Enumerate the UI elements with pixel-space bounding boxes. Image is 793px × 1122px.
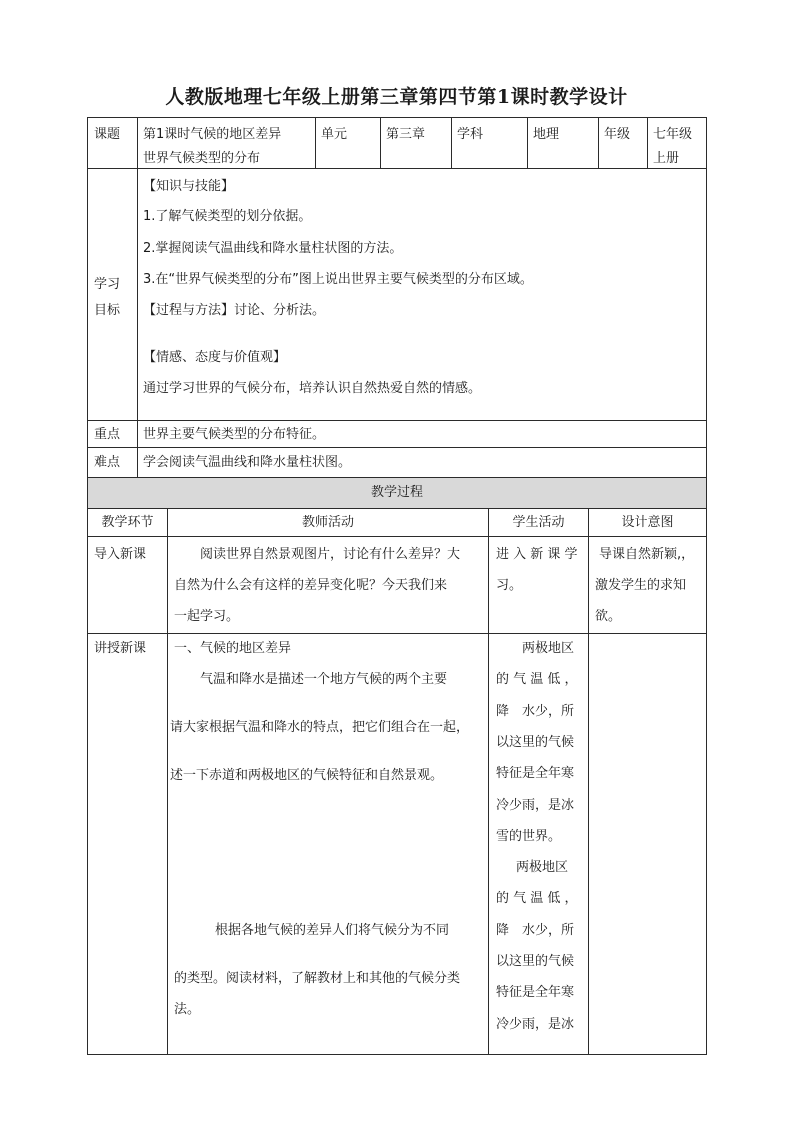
table-rule [87, 536, 707, 537]
student-b-line: 降 水少，所 [496, 923, 575, 938]
student-a-line: 两极地区 [522, 641, 575, 656]
objectives-label-line2: 目标 [94, 303, 121, 318]
intro-teacher-line3: 一起学习。 [174, 609, 240, 624]
lecture-line3: 述一下赤道和两极地区的气候特征和自然景观。 [170, 768, 444, 783]
col-teacher: 教师活动 [301, 515, 354, 530]
difficulty-label: 难点 [94, 455, 121, 470]
intro-stage: 导入新课 [94, 547, 147, 562]
student-a-line: 雪的世界。 [496, 829, 562, 844]
student-a-line: 冷少雨，是冰 [496, 798, 575, 813]
table-rule [167, 508, 168, 1055]
col-stage: 教学环节 [101, 515, 154, 530]
table-rule [527, 117, 528, 169]
lecture-line2: 请大家根据气温和降水的特点，把它们组合在一起， [170, 720, 470, 735]
table-rule [87, 420, 707, 421]
table-rule [87, 117, 707, 118]
student-b-line: 的 气 温 低 ， [496, 891, 578, 906]
lecture-heading: 一、气候的地区差异 [174, 641, 292, 656]
table-rule [87, 633, 707, 634]
student-a-line: 以这里的气候 [496, 735, 575, 750]
grade-value-line2: 上册 [653, 151, 680, 166]
table-rule [315, 117, 316, 169]
lecture-line4: 根据各地气候的差异人们将气候分为不同 [215, 923, 450, 938]
unit-label: 单元 [321, 127, 348, 142]
student-a-line: 降 水少，所 [496, 704, 575, 719]
difficulty-text: 学会阅读气温曲线和降水量柱状图。 [143, 455, 352, 470]
intro-intent-line3: 欲。 [595, 609, 622, 624]
subject-label: 学科 [457, 127, 484, 142]
table-rule [598, 117, 599, 169]
objectives-label-line1: 学习 [94, 277, 121, 292]
table-rule [488, 508, 489, 1055]
knowledge-header: 【知识与技能】 [143, 179, 235, 194]
emotion-header: 【情感、态度与价值观】 [143, 350, 287, 365]
table-rule [647, 117, 648, 169]
table-rule [87, 1054, 707, 1055]
process-header: 教学过程 [370, 485, 423, 500]
student-b-line: 冷少雨，是冰 [496, 1017, 575, 1032]
intro-student-line1: 进 入 新 课 学 [496, 547, 578, 562]
student-a-line: 特征是全年寒 [496, 766, 575, 781]
grade-label: 年级 [604, 127, 631, 142]
lecture-line5: 的类型。阅读材料，了解教材上和其他的气候分类 [174, 971, 461, 986]
table-rule [588, 508, 589, 1055]
lecture-line1: 气温和降水是描述一个地方气候的两个主要 [200, 672, 448, 687]
objective-item-3: 3.在“世界气候类型的分布”图上说出世界主要气候类型的分布区域。 [143, 272, 533, 287]
table-rule [87, 477, 707, 478]
intro-intent-line1: 导课自然新颖,， [599, 547, 695, 562]
emotion-text: 通过学习世界的气候分布，培养认识自然热爱自然的情感。 [143, 381, 482, 396]
student-a-line: 的 气 温 低 ， [496, 672, 578, 687]
col-student: 学生活动 [512, 515, 565, 530]
table-rule [87, 168, 707, 169]
table-rule [87, 117, 88, 1055]
student-b-line: 两极地区 [516, 860, 569, 875]
table-rule [137, 117, 138, 478]
objective-item-1: 1.了解气候类型的划分依据。 [143, 209, 312, 224]
objective-item-2: 2.掌握阅读气温曲线和降水量柱状图的方法。 [143, 241, 403, 256]
unit-value: 第三章 [386, 127, 426, 142]
intro-teacher-line1: 阅读世界自然景观图片，讨论有什么差异？大 [200, 547, 461, 562]
key-point-text: 世界主要气候类型的分布特征。 [143, 427, 326, 442]
student-b-line: 特征是全年寒 [496, 985, 575, 1000]
student-b-line: 以这里的气候 [496, 954, 575, 969]
page-title: 人教版地理七年级上册第三章第四节第1课时教学设计 [165, 86, 628, 108]
lecture-stage: 讲授新课 [94, 641, 147, 656]
process-method: 【过程与方法】讨论、分析法。 [143, 303, 326, 318]
table-rule [87, 508, 707, 509]
lecture-line6: 法。 [174, 1002, 201, 1017]
col-intent: 设计意图 [621, 515, 674, 530]
topic-value-line2: 世界气候类型的分布 [143, 151, 261, 166]
table-rule [380, 117, 381, 169]
grade-value-line1: 七年级 [653, 127, 693, 142]
intro-teacher-line2: 自然为什么会有这样的差异变化呢？今天我们来 [174, 578, 448, 593]
key-point-label: 重点 [94, 427, 121, 442]
table-rule [706, 117, 707, 1055]
intro-student-line2: 习。 [496, 578, 523, 593]
table-rule [451, 117, 452, 169]
intro-intent-line2: 激发学生的求知 [595, 578, 687, 593]
table-rule [87, 447, 707, 448]
subject-value: 地理 [533, 127, 560, 142]
topic-value-line1: 第1课时气候的地区差异 [143, 127, 282, 142]
topic-label: 课题 [94, 127, 121, 142]
